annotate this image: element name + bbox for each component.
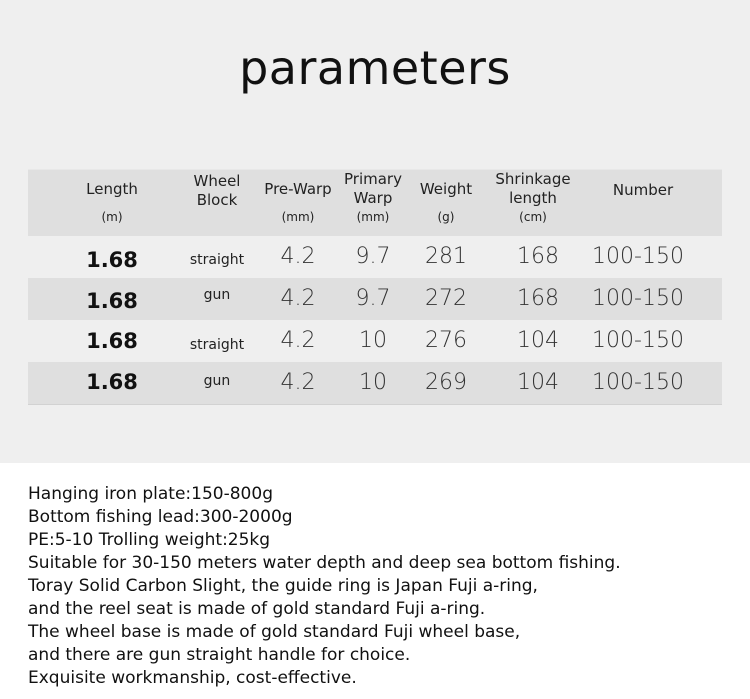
cell-primary-warp: 9.7 (355, 244, 391, 269)
cell-shrinkage-length: 104 (517, 370, 559, 395)
cell-pre-warp: 4.2 (280, 328, 316, 353)
cell-pre-warp: 4.2 (280, 244, 316, 269)
description-line: The wheel base is made of gold standard Fuji wheel base, (28, 622, 521, 642)
header-shrinkage-length-label: Shrinkage length (495, 170, 571, 207)
cell-wheel-block: straight (189, 337, 245, 353)
header-wheel-block-label: Wheel Block (193, 172, 241, 209)
cell-shrinkage-length: 168 (517, 286, 559, 311)
cell-wheel-block: gun (203, 287, 231, 303)
header-shrinkage-length (483, 170, 583, 236)
header-number-label: Number (612, 181, 674, 199)
header-primary-warp (333, 170, 413, 236)
cell-length: 1.68 (86, 289, 138, 313)
cell-weight: 272 (425, 286, 467, 311)
table-row (28, 362, 722, 404)
description-line: PE:5-10 Trolling weight:25kg (28, 530, 271, 550)
cell-number: 100-150 (592, 370, 684, 395)
cell-length: 1.68 (86, 248, 138, 272)
header-pre-warp-label: Pre-Warp (264, 180, 332, 198)
table-row (28, 278, 722, 320)
cell-wheel-block: straight (189, 252, 245, 268)
product-description (28, 483, 728, 690)
cell-number: 100-150 (592, 328, 684, 353)
header-weight (406, 170, 486, 236)
header-length-unit: (m) (101, 210, 123, 224)
cell-pre-warp: 4.2 (280, 370, 316, 395)
parameters-table (28, 169, 722, 405)
table-row (28, 236, 722, 278)
table-row (28, 320, 722, 362)
description-line: Exquisite workmanship, cost-effective. (28, 668, 357, 688)
cell-shrinkage-length: 168 (517, 244, 559, 269)
cell-primary-warp: 9.7 (355, 286, 391, 311)
cell-length: 1.68 (86, 370, 138, 394)
cell-primary-warp: 10 (359, 370, 387, 395)
header-pre-warp-unit: (mm) (281, 210, 315, 224)
header-weight-label: Weight (419, 180, 473, 198)
description-line: Toray Solid Carbon Slight, the guide ring is Japan Fuji a-ring, (28, 576, 538, 596)
cell-shrinkage-length: 104 (517, 328, 559, 353)
cell-wheel-block: gun (203, 373, 231, 389)
cell-primary-warp: 10 (359, 328, 387, 353)
cell-weight: 269 (425, 370, 467, 395)
header-primary-warp-unit: (mm) (356, 210, 390, 224)
cell-weight: 276 (425, 328, 467, 353)
description-line: and the reel seat is made of gold standard Fuji a-ring. (28, 599, 486, 619)
table-header (28, 169, 722, 236)
cell-number: 100-150 (592, 286, 684, 311)
header-shrinkage-length-unit: (cm) (519, 210, 547, 224)
header-primary-warp-label: Primary Warp (344, 170, 402, 207)
header-number (598, 170, 688, 236)
cell-length: 1.68 (86, 329, 138, 353)
header-pre-warp (258, 170, 338, 236)
description-line: and there are gun straight handle for choice. (28, 645, 411, 665)
header-wheel-block (173, 170, 261, 236)
cell-weight: 281 (425, 244, 467, 269)
description-line: Bottom fishing lead:300-2000g (28, 507, 293, 527)
header-length (68, 170, 156, 236)
header-length-label: Length (86, 180, 138, 198)
cell-pre-warp: 4.2 (280, 286, 316, 311)
cell-number: 100-150 (592, 244, 684, 269)
header-weight-unit: (g) (437, 210, 455, 224)
page-title: parameters (239, 41, 511, 95)
description-line: Hanging iron plate:150-800g (28, 484, 273, 504)
table-bottom-divider (28, 404, 722, 405)
description-line: Suitable for 30-150 meters water depth and deep sea bottom fishing. (28, 553, 621, 573)
